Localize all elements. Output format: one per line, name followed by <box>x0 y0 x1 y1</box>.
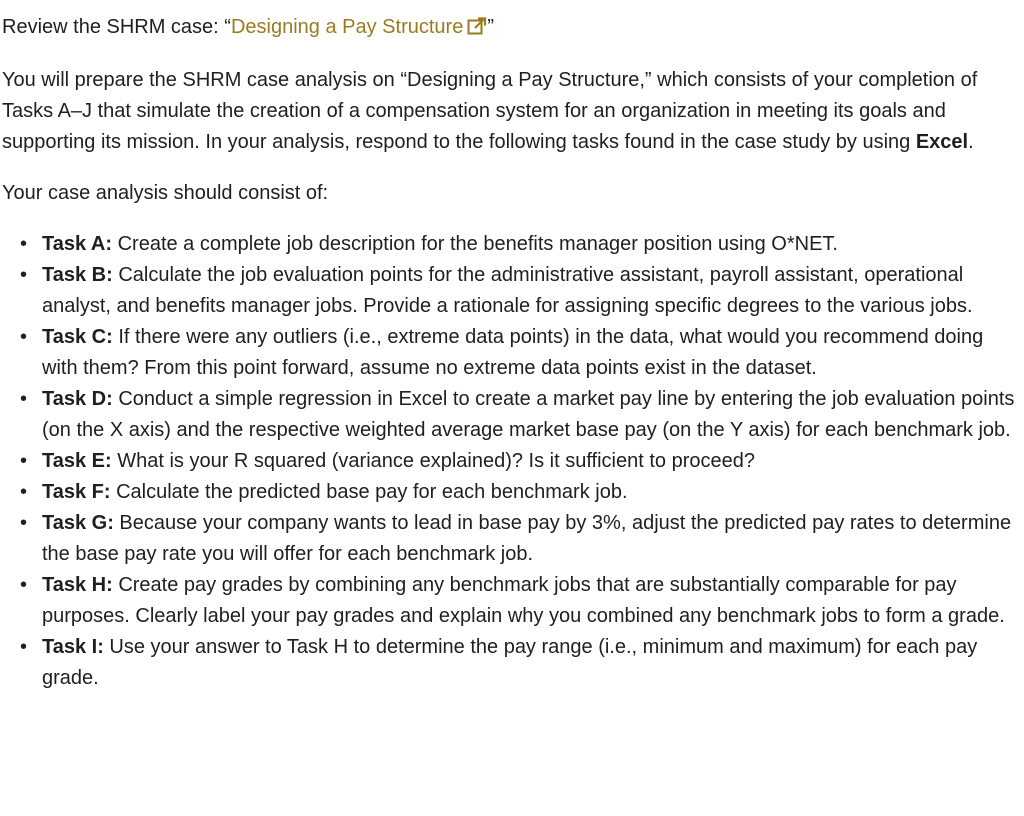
task-list <box>2 229 1018 694</box>
task-item <box>42 446 1018 477</box>
task-text: Conduct a simple regression in Excel to create a market pay line by entering the job evaluation points (on the X axis) and the respective weighted average market base pay (on the Y axis) for each benchmark job. <box>42 388 1015 441</box>
consist-label: Your case analysis should consist of: <box>2 182 329 204</box>
task-label: Task E: <box>42 450 112 472</box>
intro-end: . <box>968 131 974 153</box>
task-item <box>42 508 1018 570</box>
intro-bold-excel: Excel <box>915 131 969 153</box>
review-prefix: Review the SHRM case: “ <box>2 16 231 38</box>
task-item <box>42 632 1018 694</box>
task-item <box>42 477 1018 508</box>
task-item <box>42 384 1018 446</box>
case-link-text[interactable]: Designing a Pay Structure <box>230 16 464 38</box>
review-line <box>2 12 1018 45</box>
task-text: Use your answer to Task H to determine the pay range (i.e., minimum and maximum) for each pay grade. <box>42 636 978 689</box>
task-text: What is your R squared (variance explained)? Is it sufficient to proceed? <box>111 450 755 472</box>
intro-text: You will prepare the SHRM case analysis on “Designing a Pay Structure,” which consists of your completion of Tasks A–J that simulate the creation of a compensation system for an organization in meeting its goals and supporting its mission. In your analysis, respond to the following tasks found in the case study by using <box>2 69 978 153</box>
task-text: Create a complete job description for the benefits manager position using O*NET. <box>112 233 838 255</box>
task-label: Task I: <box>42 636 104 658</box>
task-item <box>42 229 1018 260</box>
external-link-icon[interactable] <box>467 14 487 45</box>
task-label: Task B: <box>42 264 113 286</box>
task-label: Task H: <box>42 574 113 596</box>
review-suffix: ” <box>487 16 494 38</box>
task-label: Task C: <box>42 326 113 348</box>
task-label: Task D: <box>42 388 113 410</box>
task-text: If there were any outliers (i.e., extreme data points) in the data, what would you recommend doing with them? From this point forward, assume no extreme data points exist in the dataset. <box>42 326 984 379</box>
case-link[interactable] <box>231 16 487 38</box>
task-text: Calculate the predicted base pay for each benchmark job. <box>110 481 628 503</box>
task-label: Task F: <box>42 481 111 503</box>
task-item <box>42 570 1018 632</box>
task-text: Calculate the job evaluation points for the administrative assistant, payroll assistant, operational analyst, and benefits manager jobs. Provide a rationale for assigning specific degrees to the various jobs. <box>42 264 973 317</box>
task-item <box>42 260 1018 322</box>
task-text: Because your company wants to lead in base pay by 3%, adjust the predicted pay rates to determine the base pay rate you will offer for each benchmark job. <box>42 512 1012 565</box>
task-label: Task G: <box>42 512 114 534</box>
task-label: Task A: <box>42 233 113 255</box>
task-item <box>42 322 1018 384</box>
task-text: Create pay grades by combining any benchmark jobs that are substantially comparable for pay purposes. Clearly label your pay grades and explain why you combined any benchmark jobs to form a grade. <box>42 574 1005 627</box>
intro-paragraph <box>2 65 1018 158</box>
